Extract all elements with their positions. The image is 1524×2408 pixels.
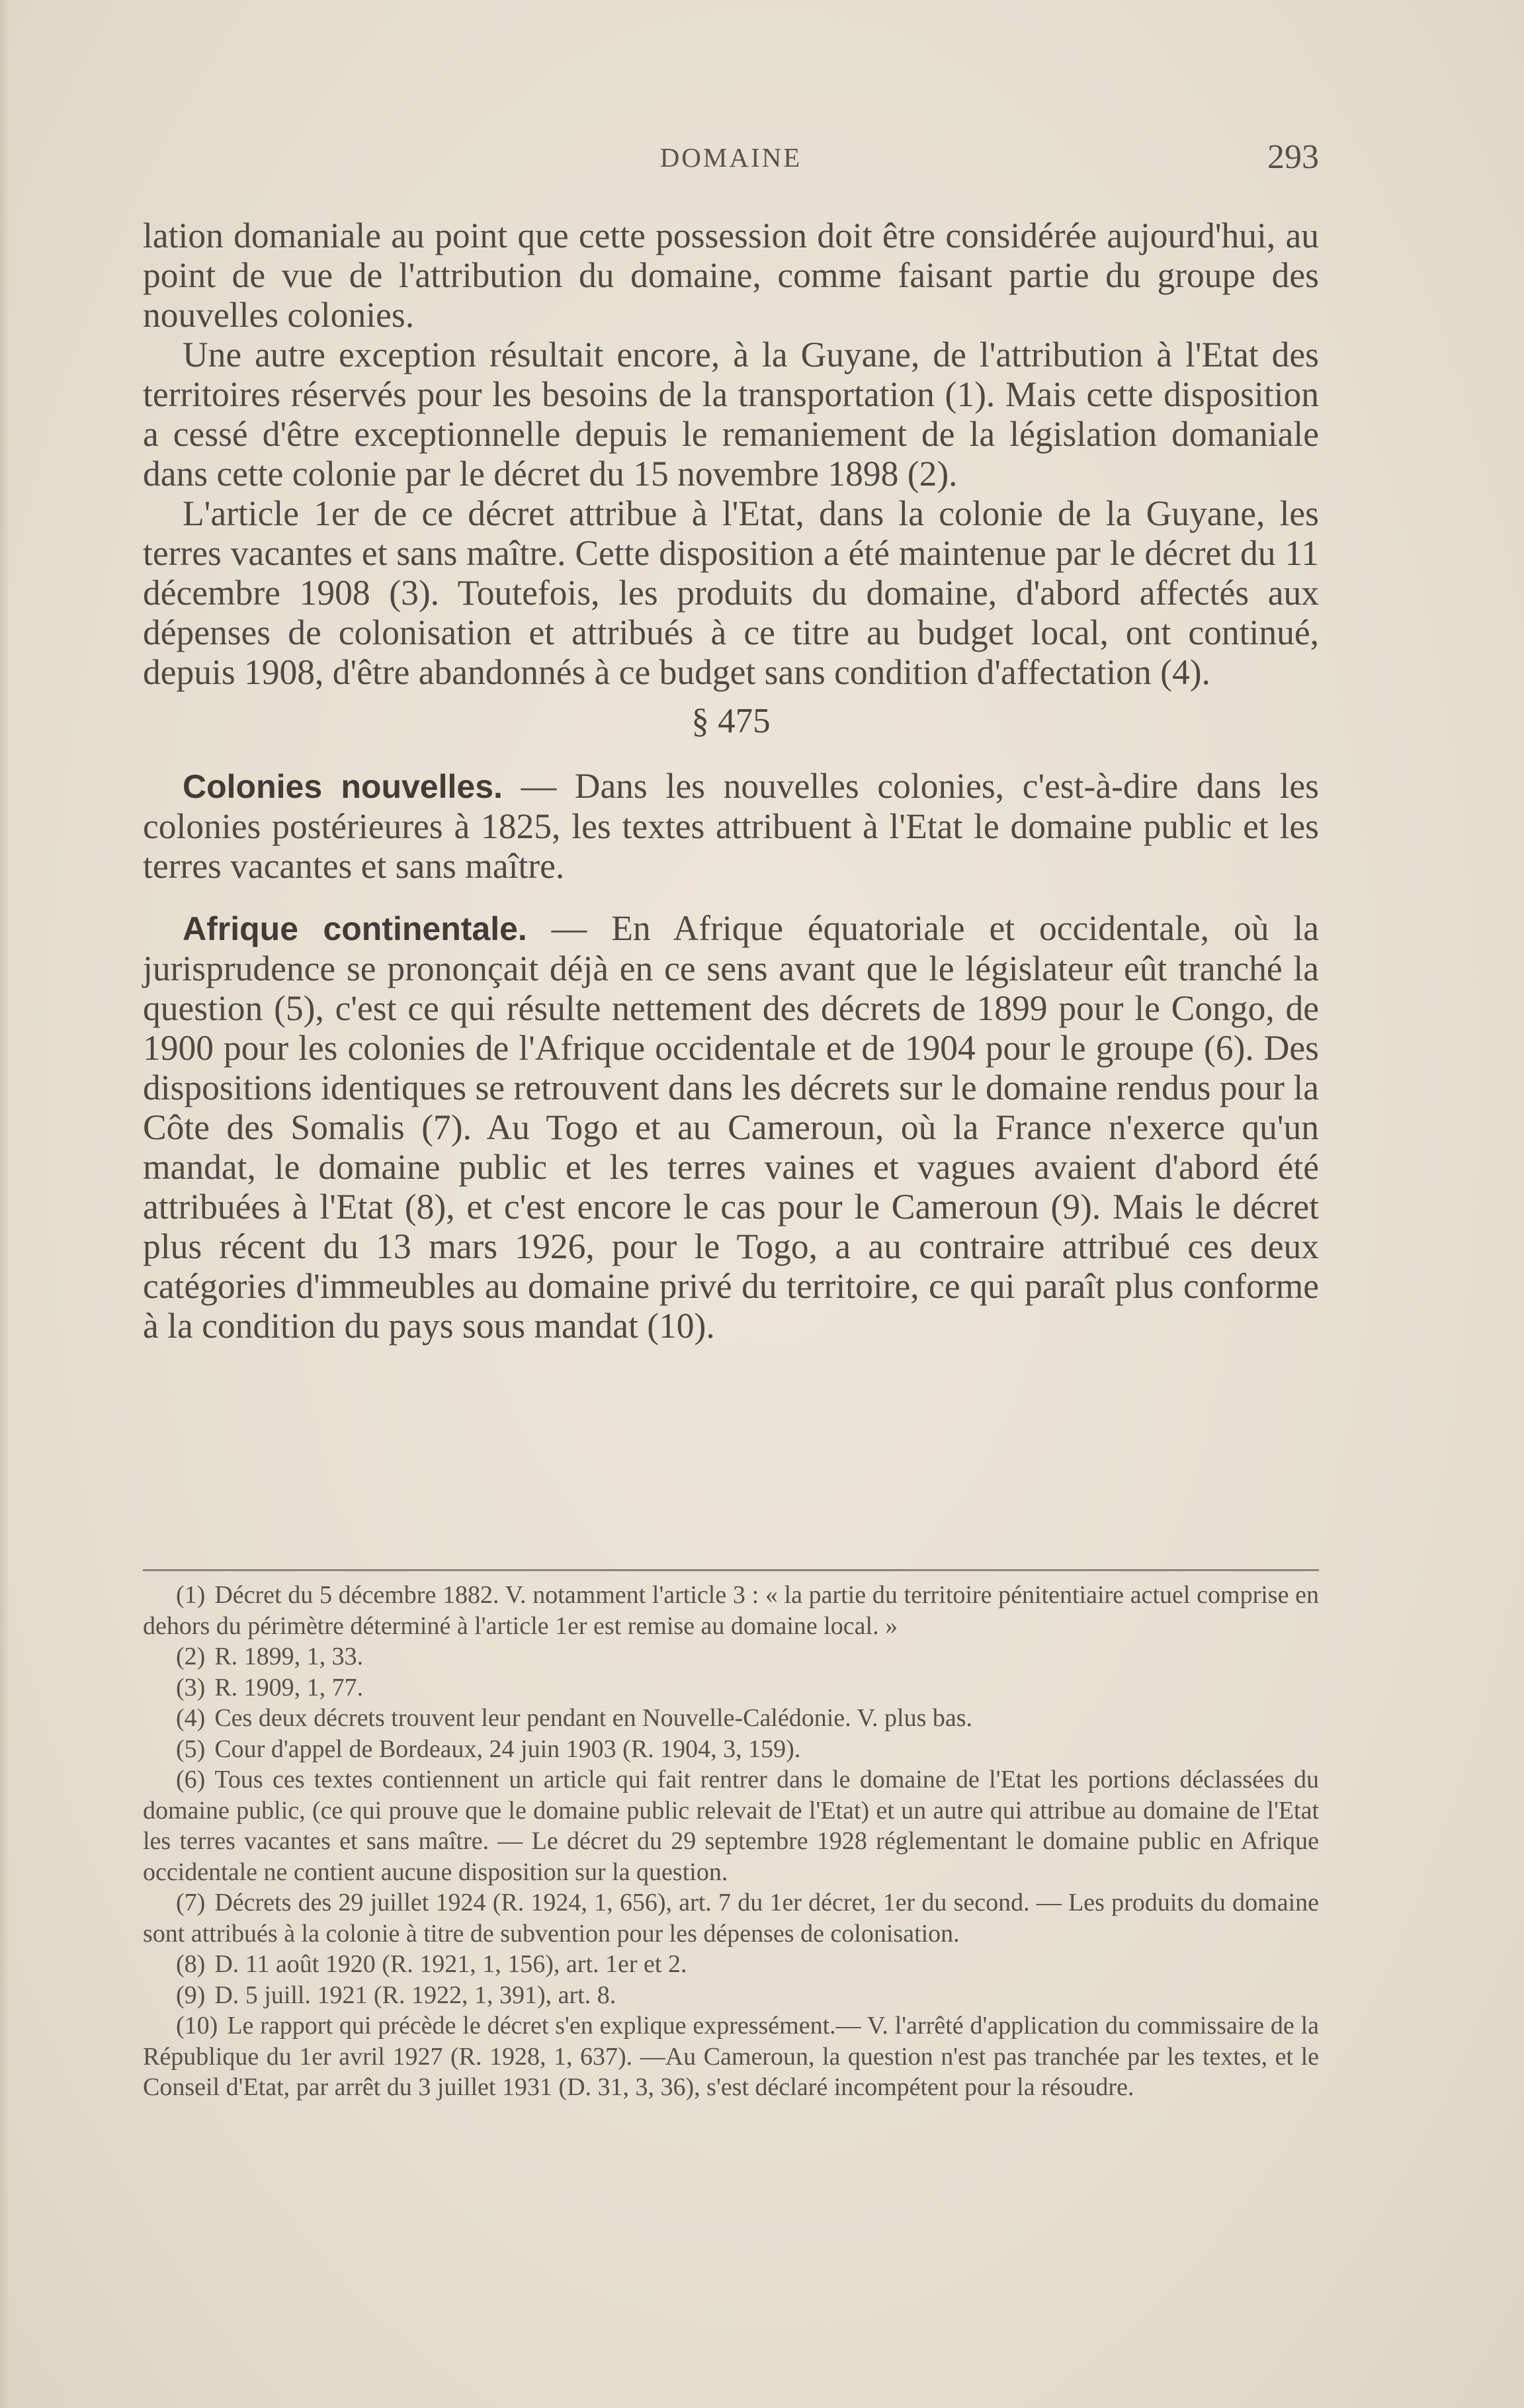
footnote-2: [143, 1641, 1319, 1672]
footnote-divider: [143, 1569, 1319, 1571]
footnote-text: R. 1909, 1, 77.: [214, 1673, 364, 1701]
footnote-text: D. 11 août 1920 (R. 1921, 1, 156), art. 1er et 2.: [214, 1950, 687, 1978]
runin-heading-colonies-nouvelles: Colonies nouvelles.: [183, 768, 503, 805]
footnote-number: (2): [176, 1643, 206, 1670]
footnote-3: [143, 1672, 1319, 1703]
footnote-text: R. 1899, 1, 33.: [214, 1643, 364, 1670]
main-text: [143, 216, 1319, 1346]
footnote-4: [143, 1703, 1319, 1734]
footnote-text: Le rapport qui précède le décret s'en explique expressément.— V. l'arrêté d'application du commissaire de la République du 1er avril 1927 (R. 1928, 1, 637). —Au Cameroun, la question n'est pas tranchée par les textes, et le Conseil d'Etat, par arrêt du 3 juillet 1931 (D. 31, 3, 36), s'est déclaré incompétent pour la résoudre.: [143, 2012, 1319, 2101]
runin-heading-afrique-continentale: Afrique continentale.: [183, 910, 527, 947]
footnote-number: (1): [176, 1581, 206, 1609]
footnote-6: [143, 1764, 1319, 1887]
footnote-text: Ces deux décrets trouvent leur pendant en Nouvelle-Calédonie. V. plus bas.: [214, 1704, 973, 1732]
footnote-5: [143, 1734, 1319, 1765]
footnote-number: (10): [176, 2012, 218, 2040]
paragraph-5-text: — En Afrique équatoriale et occidentale, où la jurisprudence se prononçait déjà en ce sens avant que le législateur eût tranché la question (5), c'est ce qui résulte nettement des décrets de 1899 pour le Congo, de 1900 pour les colonies de l'Afrique occidentale et de 1904 pour le groupe (6). Des dispositions identiques se retrouvent dans les décrets sur le domaine rendus pour la Côte des Somalis (7). Au Togo et au Cameroun, où la France n'exerce qu'un mandat, le domaine public et les terres vaines et vagues avaient d'abord été attribuées à l'Etat (8), et c'est encore le cas pour le Cameroun (9). Mais le décret plus récent du 13 mars 1926, pour le Togo, a au contraire attribué ces deux catégories d'immeubles au domaine privé du territoire, ce qui paraît plus conforme à la condition du pays sous mandat (10).: [143, 908, 1319, 1346]
footnote-text: D. 5 juill. 1921 (R. 1922, 1, 391), art. 8.: [214, 1981, 616, 2009]
page-number: 293: [1267, 138, 1319, 176]
section-heading: § 475: [691, 702, 771, 740]
footnote-number: (7): [176, 1889, 206, 1916]
footnotes: [143, 1580, 1319, 2103]
footnote-number: (4): [176, 1704, 206, 1732]
footnote-text: Décret du 5 décembre 1882. V. notamment l'article 3 : « la partie du territoire pénitentiaire actuel comprise en dehors du périmètre déterminé à l'article 1er est remise au domaine local. »: [143, 1581, 1319, 1640]
footnote-10: [143, 2010, 1319, 2103]
running-head: DOMAINE: [659, 142, 802, 173]
footnote-number: (6): [176, 1766, 206, 1793]
footnote-1: [143, 1580, 1319, 1641]
footnote-text: Cour d'appel de Bordeaux, 24 juin 1903 (R. 1904, 3, 159).: [214, 1735, 801, 1763]
paragraph-2: Une autre exception résultait encore, à la Guyane, de l'attribution à l'Etat des territoires réservés pour les besoins de la transportation (1). Mais cette disposition a cessé d'être exceptionnelle depuis le remaniement de la législation domaniale dans cette colonie par le décret du 15 novembre 1898 (2).: [143, 335, 1319, 494]
footnote-9: [143, 1980, 1319, 2011]
footnote-text: Tous ces textes contiennent un article qui fait rentrer dans le domaine de l'Etat les portions déclassées du domaine public, (ce qui prouve que le domaine public relevait de l'Etat) et un autre qui attribue au domaine de l'Etat les terres vacantes et sans maître. — Le décret du 29 septembre 1928 réglementant le domaine public en Afrique occidentale ne contient aucune disposition sur la question.: [143, 1766, 1319, 1886]
paragraph-3: L'article 1er de ce décret attribue à l'Etat, dans la colonie de la Guyane, les terres vacantes et sans maître. Cette disposition a été maintenue par le décret du 11 décembre 1908 (3). Toutefois, les produits du domaine, d'abord affectés aux dépenses de colonisation et attribués à ce titre au budget local, ont continué, depuis 1908, d'être abandonnés à ce budget sans condition d'affectation (4).: [143, 494, 1319, 692]
footnote-8: [143, 1949, 1319, 1980]
footnote-number: (5): [176, 1735, 206, 1763]
footnote-number: (9): [176, 1981, 206, 2009]
footnote-number: (3): [176, 1673, 206, 1701]
footnote-text: Décrets des 29 juillet 1924 (R. 1924, 1, 656), art. 7 du 1er décret, 1er du second. — Les produits du domaine sont attribués à la colonie à titre de subvention pour les dépenses de colonisation.: [143, 1889, 1319, 1948]
paragraph-1: lation domaniale au point que cette possession doit être considérée aujourd'hui, au point de vue de l'attribution du domaine, comme faisant partie du groupe des nouvelles colonies.: [143, 216, 1319, 335]
paragraph-4: [143, 766, 1319, 886]
paragraph-4-text: — Dans les nouvelles colonies, c'est-à-dire dans les colonies postérieures à 1825, les textes attribuent à l'Etat le domaine public et les terres vacantes et sans maître.: [143, 766, 1319, 886]
footnote-number: (8): [176, 1950, 206, 1978]
footnote-7: [143, 1887, 1319, 1949]
paragraph-5: [143, 908, 1319, 1346]
page-edge-shadow: [0, 0, 9, 2408]
page-header: [143, 138, 1319, 181]
